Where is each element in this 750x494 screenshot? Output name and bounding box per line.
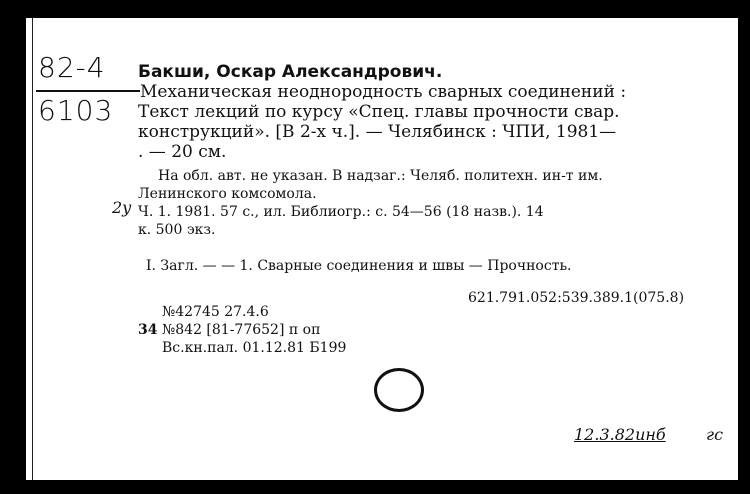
handwritten-mark: 2у	[112, 198, 132, 217]
handwritten-date: 12.3.82инб	[574, 425, 666, 444]
udc-code: 621.791.052:539.389.1(075.8)	[468, 290, 685, 306]
notes-line-2: Ленинского комсомола.	[138, 186, 317, 202]
title-line-3: конструкций». [В 2-х ч.]. — Челябинск : ЧПИ, 1981—	[138, 122, 617, 142]
subject-headings: I. Загл. — — 1. Сварные соединения и швы — Прочность.	[146, 258, 572, 274]
part-line-2: к. 500 экз.	[138, 222, 216, 238]
registration-line-1: №42745 27.4.6	[162, 304, 269, 320]
shelfmark-divider	[36, 90, 140, 92]
shelfmark-bottom: 6103	[38, 94, 114, 127]
shelfmark-top: 82-4	[38, 51, 106, 84]
notes-line-1: На обл. авт. не указан. В надзаг.: Челяб. политехн. ин-т им.	[158, 168, 603, 184]
handwritten-initials: гс	[706, 425, 724, 444]
title-line-2: Текст лекций по курсу «Спец. главы прочности свар.	[138, 102, 620, 122]
title-line-1: Механическая неоднородность сварных соединений :	[140, 82, 627, 102]
author-heading: Бакши, Оскар Александрович.	[138, 62, 443, 82]
round-stamp	[374, 368, 424, 412]
catalog-card	[26, 18, 738, 480]
registration-line-3: Вс.кн.пал. 01.12.81 Б199	[162, 340, 347, 356]
registration-line-2: №842 [81-77652] п оп	[162, 322, 321, 338]
part-line-1: Ч. 1. 1981. 57 с., ил. Библиогр.: с. 54—56 (18 назв.). 14	[138, 204, 544, 220]
registration-prefix: 34	[138, 322, 158, 338]
title-line-4: . — 20 см.	[138, 142, 227, 162]
